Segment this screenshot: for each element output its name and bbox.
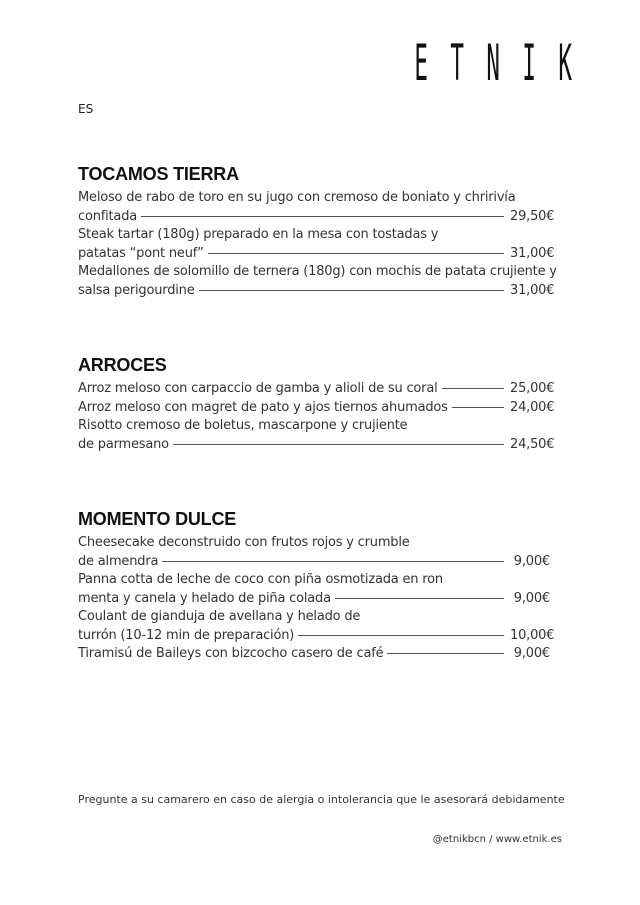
leader-line [208, 253, 504, 254]
item-price: 10,00€ [510, 627, 555, 643]
item-price: 24,00€ [510, 399, 555, 415]
leader-line [442, 388, 505, 389]
menu-item [78, 534, 550, 571]
leader-line [298, 635, 504, 636]
leader-line [452, 407, 504, 408]
section-title: MOMENTO DULCE [78, 509, 237, 529]
section-title: ARROCES [78, 355, 167, 375]
item-description: patatas “pont neuf” [78, 245, 204, 261]
logo-letter: I [522, 34, 536, 92]
leader-line [387, 653, 504, 654]
leader-line [335, 598, 504, 599]
item-description: Medallones de solomillo de ternera (180g) con mochis de patata crujiente y [78, 264, 557, 279]
menu-item [78, 571, 550, 608]
item-price: 29,50€ [510, 208, 555, 224]
etnik-logo [413, 34, 593, 92]
logo-letter: T [450, 34, 464, 92]
logo-letter: N [486, 34, 500, 92]
item-description: Risotto cremoso de boletus, mascarpone y crujiente [78, 418, 408, 433]
item-description: Arroz meloso con magret de pato y ajos tiernos ahumados [78, 399, 448, 415]
item-description: Meloso de rabo de toro en su jugo con cremoso de boniato y chririvía [78, 190, 516, 205]
item-price: 31,00€ [510, 282, 555, 298]
item-description: salsa perigourdine [78, 282, 195, 298]
item-description: Steak tartar (180g) preparado en la mesa con tostadas y [78, 227, 439, 242]
language-indicator: ES [78, 102, 94, 116]
menu-section [78, 164, 557, 300]
item-price: 9,00€ [513, 553, 550, 569]
menu-item [78, 226, 555, 263]
menu-item [78, 645, 550, 664]
leader-line [173, 444, 504, 445]
menu-section [78, 355, 555, 454]
item-price: 31,00€ [510, 245, 555, 261]
item-description: Tiramisú de Baileys con bizcocho casero de café [78, 646, 384, 661]
item-price: 25,00€ [510, 381, 555, 396]
menu-item [78, 263, 557, 300]
leader-line [162, 561, 504, 562]
item-price: 24,50€ [510, 436, 555, 452]
item-description: turrón (10-12 min de preparación) [78, 627, 295, 643]
item-description: Arroz meloso con carpaccio de gamba y alioli de su coral [78, 381, 438, 396]
menu-item [78, 417, 555, 454]
logo-letter: E [414, 34, 428, 92]
contact-info: @etnikbcn / www.etnik.es [432, 834, 562, 845]
leader-line [141, 216, 504, 217]
allergy-note: Pregunte a su camarero en caso de alergia o intolerancia que le asesorará debidamente [78, 793, 565, 806]
item-description: de parmesano [78, 436, 169, 452]
menu-item [78, 399, 555, 418]
section-title: TOCAMOS TIERRA [78, 164, 239, 184]
item-description: confitada [78, 208, 138, 224]
menu-item [78, 189, 555, 226]
menu-item [78, 608, 555, 645]
item-description: de almendra [78, 553, 159, 569]
item-description: Cheesecake deconstruido con frutos rojos y crumble [78, 535, 410, 550]
item-description: Coulant de gianduja de avellana y helado de [78, 609, 361, 624]
item-description: menta y canela y helado de piña colada [78, 590, 331, 606]
logo-letter: K [558, 34, 572, 92]
item-description: Panna cotta de leche de coco con piña osmotizada en ron [78, 572, 443, 587]
item-price: 9,00€ [513, 590, 550, 606]
menu-section [78, 509, 555, 664]
menu-item [78, 380, 555, 399]
item-price: 9,00€ [513, 646, 550, 661]
leader-line [199, 290, 505, 291]
